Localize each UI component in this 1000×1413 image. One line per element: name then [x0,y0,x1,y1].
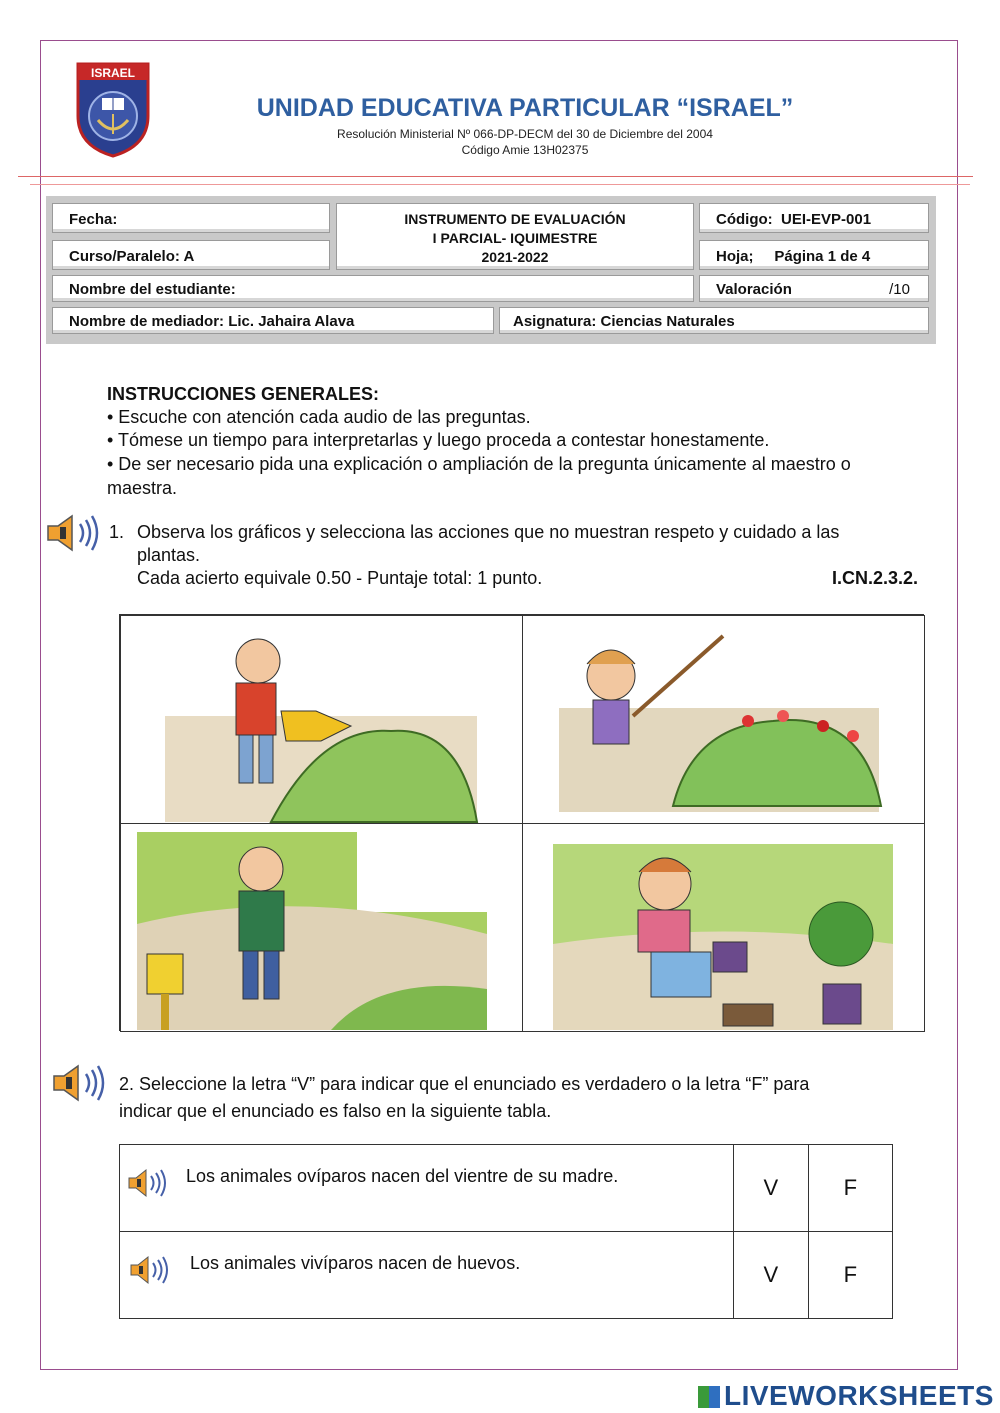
true-option[interactable]: V [734,1145,808,1232]
student-name-field[interactable] [52,275,694,302]
liveworksheets-logo [698,1380,994,1412]
instruction-item: • De ser necesario pida una explicación o ampliación de la pregunta únicamente al maestro o [107,454,851,474]
header-divider-bottom [30,184,970,185]
asignatura-label: Asignatura: Ciencias Naturales [513,313,735,330]
statement-cell [120,1232,734,1319]
false-option[interactable]: F [808,1145,892,1232]
question1-number: 1. [109,522,125,542]
valoracion-label: Valoración [716,281,792,298]
header-divider-top [18,176,973,177]
valoracion-cell [699,275,929,302]
codigo-label: Código: [716,211,773,228]
false-option[interactable]: F [808,1232,892,1319]
school-logo [74,58,152,158]
speaker-icon[interactable] [44,512,106,559]
instruction-item: maestra. [107,478,178,498]
fecha-field[interactable] [52,203,330,233]
fecha-label: Fecha: [69,211,118,228]
instruction-item: • Tómese un tiempo para interpretarlas y luego proceda a contestar honestamente. [107,430,770,450]
instrument-line-2: I PARCIAL- IQUIMESTRE [432,230,598,246]
codigo-value: UEI-EVP-001 [781,211,872,228]
hoja-label: Hoja; [716,248,754,265]
mediador-cell [52,307,494,334]
instrument-line-1: INSTRUMENTO DE EVALUACIÓN [404,211,626,227]
speaker-icon[interactable] [126,1167,170,1204]
mediador-label: Nombre de mediador: Lic. Jahaira Alava [69,313,355,330]
liveworksheets-icon [698,1386,720,1408]
curso-field [52,240,330,270]
statement-cell [120,1145,734,1232]
hoja-value: Página 1 de 4 [774,248,871,265]
question2-text: 2. Seleccione la letra “V” para indicar que el enunciado es verdadero o la letra “F” para [119,1074,810,1094]
valoracion-value: /10 [889,281,910,298]
liveworksheets-text: LIVEWORKSHEETS [724,1380,994,1411]
speaker-icon[interactable] [128,1254,172,1291]
picture-littering[interactable] [120,823,523,1032]
instrument-line-3: 2021-2022 [481,249,549,265]
picture-hitting-flowers[interactable] [522,615,925,824]
statement-text: Los animales ovíparos nacen del vientre de su madre. [186,1166,619,1186]
curso-label: Curso/Paralelo: A [69,248,195,265]
school-name: UNIDAD EDUCATIVA PARTICULAR “ISRAEL” [256,94,794,122]
codigo-cell [699,203,929,233]
true-false-table [119,1144,893,1319]
instruction-item: • Escuche con atención cada audio de las preguntas. [107,407,531,427]
student-name-label: Nombre del estudiante: [69,281,236,298]
instrument-title-cell [336,203,694,270]
question1-indicator: I.CN.2.3.2. [832,568,919,588]
resolution-text: Resolución Ministerial Nº 066-DP-DECM del 30 de Diciembre del 2004 [337,127,713,141]
instructions-title: INSTRUCCIONES GENERALES: [107,384,380,404]
question2-text: indicar que el enunciado es falso en la siguiente tabla. [119,1101,552,1121]
picture-planting[interactable] [522,823,925,1032]
speaker-icon[interactable] [50,1062,112,1109]
statement-text: Los animales vivíparos nacen de huevos. [190,1253,521,1273]
question1-scoring: Cada acierto equivale 0.50 - Puntaje total: 1 punto. [137,568,543,588]
table-row [120,1232,893,1319]
image-grid [119,614,924,1031]
amie-code: Código Amie 13H02375 [461,143,589,157]
hoja-cell [699,240,929,270]
logo-text: ISRAEL [90,66,136,80]
asignatura-cell [499,307,929,334]
picture-watering[interactable] [120,615,523,824]
true-option[interactable]: V [734,1232,808,1319]
question1-text: Observa los gráficos y selecciona las acciones que no muestran respeto y cuidado a las [137,522,840,542]
table-row [120,1145,893,1232]
question1-text: plantas. [137,545,201,565]
